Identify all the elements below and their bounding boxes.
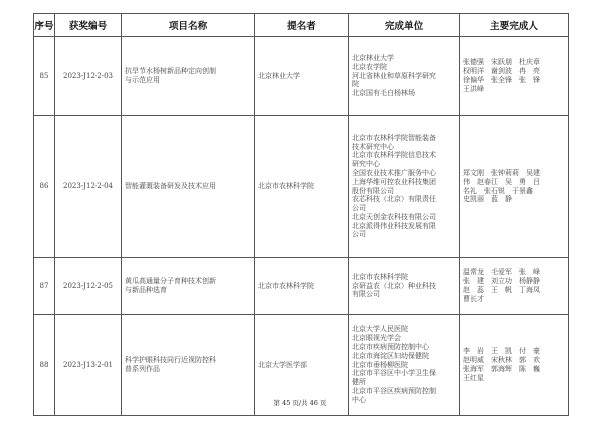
unit-line: 北京林业大学 — [352, 54, 394, 62]
unit-line: 全国农业技术推广服务中心 — [352, 168, 436, 177]
unit-line: 技术研究中心 — [352, 142, 394, 151]
table-row — [34, 258, 569, 315]
header-project-name: 项目名称 — [122, 14, 255, 37]
row-completing-units — [349, 116, 460, 258]
unit-line: 北京派得伟业科技发展有限 — [352, 221, 436, 230]
people-line: 徐偏华 张全锋 张 锋 — [463, 76, 540, 84]
row-project-name — [122, 37, 255, 116]
people-line: 史凯丽 蓝 静 — [463, 195, 512, 204]
unit-line: 北京市农林科学院 — [352, 272, 408, 281]
unit-line: 北京市海淀区妇幼保健院 — [352, 351, 429, 360]
people-line: 王洪峰 — [463, 84, 484, 93]
row-award-code: 2023-J12-2-04 — [55, 116, 122, 258]
table-header-row — [34, 14, 569, 37]
header-main-contributors: 主要完成人 — [460, 14, 569, 37]
unit-line: 北京农学院 — [352, 62, 387, 71]
people-line: 张海军 郭海辉 陈 巍 — [463, 365, 540, 373]
people-line: 温常龙 毛爱军 张 峰 — [463, 268, 540, 277]
people-line: 张德强 宋跃朋 杜庆章 — [463, 58, 540, 67]
unit-line: 北京市垂杨柳医院 — [352, 360, 408, 369]
people-line: 赵明威 宋秋林 郭 欢 — [463, 356, 540, 365]
header-no: 序号 — [34, 14, 55, 37]
people-line: 郑文刚 张钟莉莉 吴建 — [463, 168, 540, 177]
row-nominator: 北京大学医学部 — [255, 315, 349, 416]
project-line: 普系列作品 — [125, 365, 160, 373]
unit-line: 北京市农林科学院信息技术 — [352, 151, 436, 160]
project-line: 智能灌溉装备研发及技术应用 — [125, 182, 216, 191]
unit-line: 北京大学人民医院 — [352, 325, 408, 334]
project-line: 黄瓜高通量分子育种技术创新 — [125, 277, 216, 286]
header-completing-units: 完成单位 — [349, 14, 460, 37]
row-main-contributors — [460, 116, 569, 258]
unit-line: 上海华维可控农业科技集团 — [352, 177, 436, 186]
unit-line: 北京市农林科学院智能装备 — [352, 133, 436, 142]
unit-line: 公司 — [352, 204, 366, 213]
unit-line: 北京市平谷区疾病预防控制 — [352, 386, 436, 395]
people-line: 名礼 张石锐 于景鑫 — [463, 186, 533, 195]
awards-table — [33, 13, 569, 416]
row-no: 85 — [34, 37, 55, 116]
unit-line: 北京市疾病预防控制中心 — [352, 343, 429, 351]
people-line: 曹长才 — [463, 294, 484, 303]
row-award-code: 2023-J12-2-03 — [55, 37, 122, 116]
header-award-code: 获奖编号 — [55, 14, 122, 37]
unit-line: 北京市平谷区中小学卫生保 — [352, 369, 436, 378]
unit-line: 中心 — [352, 395, 366, 404]
row-nominator: 北京林业大学 — [255, 37, 349, 116]
people-line: 赵 蕊 王 帆 丁海凤 — [463, 286, 540, 294]
unit-line: 公司 — [352, 230, 366, 239]
row-nominator: 北京市农林科学院 — [255, 258, 349, 315]
unit-line: 院 — [352, 80, 359, 89]
row-main-contributors — [460, 37, 569, 116]
people-line: 李 岩 王 凯 付 豪 — [463, 347, 540, 356]
people-line: 张 建 刘立功 杨静静 — [463, 277, 540, 286]
project-line: 抗旱节水杨树新品种定向创制 — [125, 67, 216, 76]
project-line: 与新品种选育 — [125, 286, 167, 294]
unit-line: 研究中心 — [352, 160, 380, 169]
row-nominator: 北京市农林科学院 — [255, 116, 349, 258]
unit-line: 有限公司 — [352, 290, 380, 299]
row-project-name — [122, 116, 255, 258]
row-main-contributors — [460, 258, 569, 315]
people-line: 王红星 — [463, 373, 484, 382]
row-project-name — [122, 258, 255, 315]
unit-line: 股份有限公司 — [352, 186, 394, 195]
row-no: 87 — [34, 258, 55, 315]
table-row — [34, 116, 569, 258]
unit-line: 北京天创金农科技有限公司 — [352, 212, 436, 221]
people-line: 伟 赵春江 吴 勇 吕 — [463, 177, 540, 186]
page-number: 第 45 页/共 46 页 — [273, 399, 327, 407]
row-no: 86 — [34, 116, 55, 258]
row-award-code: 2023-J12-2-05 — [55, 258, 122, 315]
unit-line: 京研益农（北京）种业科技 — [352, 281, 436, 290]
unit-line: 健所 — [352, 378, 366, 387]
project-line: 科学护眼科技同行近视防控科 — [125, 356, 216, 365]
header-nominator: 提名者 — [255, 14, 349, 37]
project-line: 与示范应用 — [125, 76, 160, 84]
unit-line: 河北省林业和草原科学研究 — [352, 71, 436, 80]
row-completing-units — [349, 37, 460, 116]
unit-line: 北京国有毛白杨林场 — [352, 89, 415, 98]
unit-line: 北京眼视光学会 — [352, 334, 401, 343]
table-row — [34, 37, 569, 116]
unit-line: 农芯科技（北京）有限责任 — [352, 195, 436, 204]
row-award-code: 2023-J13-2-01 — [55, 315, 122, 416]
row-no: 88 — [34, 315, 55, 416]
people-line: 权明洋 谢剑波 冉 亮 — [463, 67, 540, 76]
row-completing-units — [349, 258, 460, 315]
